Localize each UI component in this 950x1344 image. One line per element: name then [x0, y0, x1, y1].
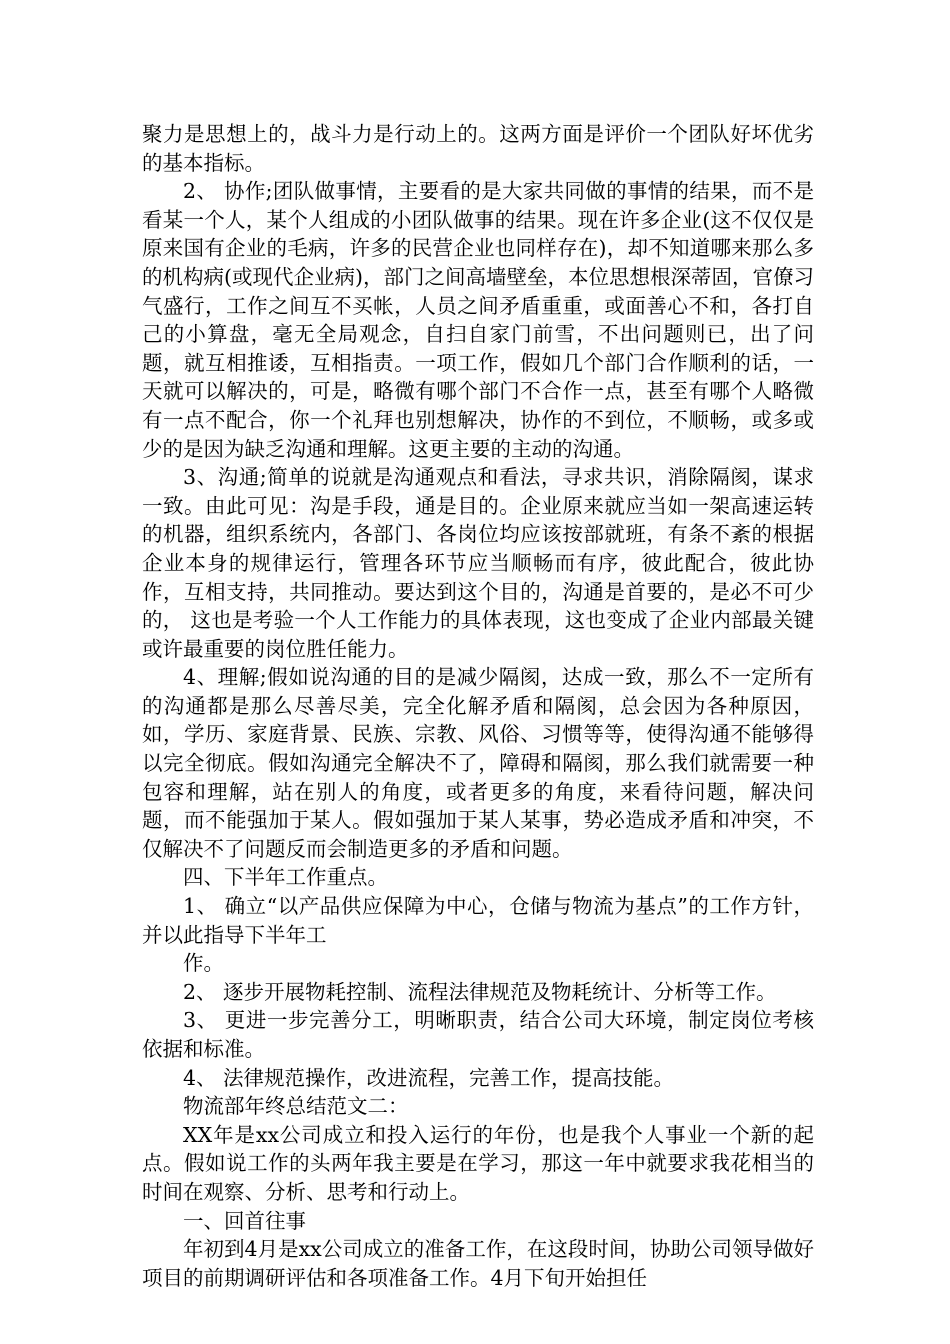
paragraph-cohesion-summary: 聚力是思想上的，战斗力是行动上的。这两方面是评价一个团队好坏优劣的基本指标。	[142, 122, 814, 175]
paragraph-communication: 3、沟通;简单的说就是沟通观点和看法，寻求共识，消除隔阂，谋求一致。由此可见：沟是手段，通是目的。企业原来就应当如一架高速运转的机器，组织系统内，各部门、各岗位均应该按部就班，有条不紊的根据企业本身的规律运行，管理各环节应当顺畅而有序，彼此配合，彼此协作，互相支持，共同推动。要达到这个目的，沟通是首要的，是必不可少的， 这也是考验一个人工作能力的具体表现，这也变成了企业内部最关键或许最重要的岗位胜任能力。	[142, 465, 814, 661]
document-body	[142, 120, 814, 1292]
section-title-sample-two: 物流部年终总结范文二：	[183, 1094, 409, 1119]
section-heading-looking-back: 一、回首往事	[183, 1208, 306, 1233]
list-item-priority-3: 3、 更进一步完善分工，明晰职责，结合公司大环境，制定岗位考核依据和标准。	[142, 1008, 814, 1061]
paragraph-early-year: 年初到4月是xx公司成立的准备工作，在这段时间，协助公司领导做好项目的前期调研评估和各项准备工作。4月下旬开始担任	[142, 1237, 814, 1290]
list-item-priority-1-continuation: 作。	[183, 951, 224, 976]
paragraph-understanding: 4、理解;假如说沟通的目的是减少隔阂，达成一致，那么不一定所有的沟通都是那么尽善尽美，完全化解矛盾和隔阂，总会因为各种原因，如，学历、家庭背景、民族、宗教、风俗、习惯等等，使得沟通不能够得以完全彻底。假如沟通完全解决不了，障碍和隔阂，那么我们就需要一种包容和理解，站在别人的角度，或者更多的角度，来看待问题，解决问题，而不能强加于某人。假如强加于某人某事，势必造成矛盾和冲突，不仅解决不了问题反而会制造更多的矛盾和问题。	[142, 665, 814, 861]
paragraph-collaboration: 2、 协作;团队做事情，主要看的是大家共同做的事情的结果，而不是看某一个人，某个人组成的小团队做事的结果。现在许多企业(这不仅仅是原来国有企业的毛病，许多的民营企业也同样存在)，却不知道哪来那么多的机构病(或现代企业病)，部门之间高墙壁垒，本位思想根深蒂固，官僚习气盛行，工作之间互不买帐，人员之间矛盾重重，或面善心不和，各打自己的小算盘，毫无全局观念，自扫自家门前雪，不出问题则已，出了问题，就互相推诿，互相指责。一项工作，假如几个部门合作顺利的话，一天就可以解决的，可是，略微有哪个部门不合作一点，甚至有哪个人略微有一点不配合，你一个礼拜也别想解决，协作的不到位，不顺畅，或多或少的是因为缺乏沟通和理解。这更主要的主动的沟通。	[142, 179, 814, 461]
list-item-priority-4: 4、 法律规范操作，改进流程，完善工作，提高技能。	[183, 1065, 675, 1090]
list-item-priority-1: 1、 确立“以产品供应保障为中心，仓储与物流为基点”的工作方针，并以此指导下半年工	[142, 894, 814, 947]
paragraph-year-intro: XX年是xx公司成立和投入运行的年份，也是我个人事业一个新的起点。假如说工作的头两年我主要是在学习，那这一年中就要求我花相当的时间在观察、分析、思考和行动上。	[142, 1122, 814, 1204]
section-heading-second-half-priorities: 四、下半年工作重点。	[183, 865, 388, 890]
list-item-priority-2: 2、 逐步开展物耗控制、流程法律规范及物耗统计、分析等工作。	[183, 979, 777, 1004]
